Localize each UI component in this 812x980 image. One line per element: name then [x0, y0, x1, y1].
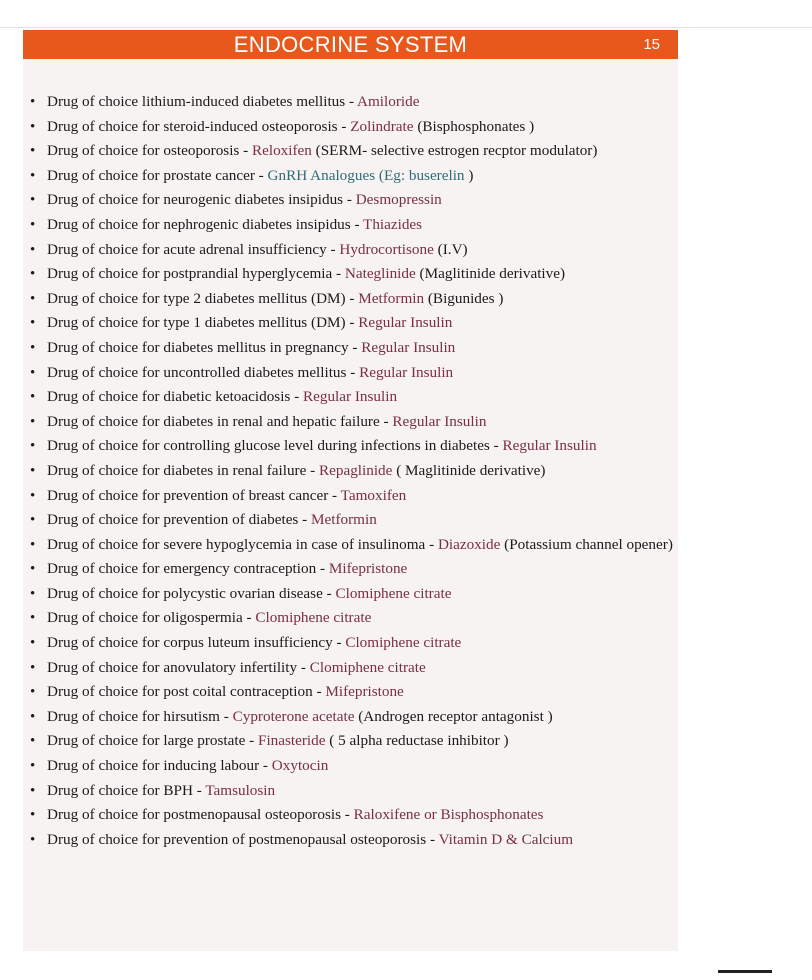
list-item: [23, 213, 678, 238]
list-item: [23, 828, 678, 853]
drug-name: Cyproterone acetate: [232, 707, 355, 725]
drug-name: Reloxifen: [251, 142, 312, 160]
top-divider: [0, 27, 812, 28]
item-text: Drug of choice for nephrogenic diabetes insipidus -: [47, 215, 364, 233]
list-item: [23, 705, 678, 730]
drug-name: Zolindrate: [350, 117, 414, 135]
item-text: Drug of choice for diabetes mellitus in pregnancy -: [47, 338, 362, 356]
list-item: [23, 385, 678, 410]
item-text: Drug of choice for neurogenic diabetes insipidus -: [47, 191, 356, 209]
bullet-icon: •: [30, 782, 36, 799]
bullet-icon: •: [30, 635, 36, 652]
drug-name: Oxytocin: [271, 757, 329, 775]
bullet-icon: •: [30, 585, 36, 602]
bullet-icon: •: [30, 610, 36, 627]
bullet-icon: •: [30, 118, 36, 135]
item-text: Drug of choice for prevention of postmenopausal osteoporosis -: [47, 830, 439, 848]
bullet-icon: •: [30, 364, 36, 381]
drug-note: (Androgen receptor antagonist ): [354, 707, 553, 725]
page-number: 15: [643, 36, 660, 53]
bullet-icon: •: [30, 389, 36, 406]
bullet-icon: •: [30, 807, 36, 824]
list-item: [23, 287, 678, 312]
item-text: Drug of choice for inducing labour -: [47, 757, 272, 775]
bullet-icon: •: [30, 512, 36, 529]
drug-name: Raloxifene or Bisphosphonates: [353, 806, 544, 824]
list-item: [23, 484, 678, 509]
section-header: [23, 30, 678, 59]
drug-name: Desmopressin: [355, 191, 442, 209]
bullet-icon: •: [30, 462, 36, 479]
drug-note: (Bigunides ): [424, 289, 504, 307]
bottom-indicator: [718, 970, 772, 973]
bullet-icon: •: [30, 536, 36, 553]
drug-name: Vitamin D & Calcium: [438, 830, 574, 848]
drug-note: ( Maglitinide derivative): [392, 461, 546, 479]
bullet-icon: •: [30, 487, 36, 504]
document-page: [23, 30, 678, 951]
drug-list: [23, 90, 678, 852]
list-item: [23, 311, 678, 336]
list-item: [23, 729, 678, 754]
drug-name: Clomiphene citrate: [309, 658, 426, 676]
item-text: Drug of choice for prevention of breast cancer -: [47, 486, 341, 504]
item-text: Drug of choice for postmenopausal osteoporosis -: [47, 806, 354, 824]
list-item: [23, 139, 678, 164]
drug-note: ( 5 alpha reductase inhibitor ): [325, 732, 509, 750]
bullet-icon: •: [30, 413, 36, 430]
item-text: Drug of choice lithium-induced diabetes mellitus -: [47, 93, 358, 110]
item-text: Drug of choice for emergency contraception -: [47, 560, 329, 578]
drug-name: Diazoxide: [437, 535, 501, 553]
list-item: [23, 459, 678, 484]
item-text: Drug of choice for prostate cancer -: [47, 166, 268, 184]
drug-note: (Potassium channel opener): [500, 535, 673, 553]
drug-name: Mifepristone: [325, 683, 404, 701]
list-item: [23, 361, 678, 386]
bullet-icon: •: [30, 438, 36, 455]
drug-name: Metformin: [358, 289, 425, 307]
bullet-icon: •: [30, 659, 36, 676]
item-text: Drug of choice for diabetic ketoacidosis -: [47, 388, 303, 406]
bullet-icon: •: [30, 167, 36, 184]
bullet-icon: •: [30, 684, 36, 701]
list-item: [23, 754, 678, 779]
drug-name: Regular Insulin: [361, 338, 456, 356]
drug-name: Clomiphene citrate: [255, 609, 372, 627]
bullet-icon: •: [30, 266, 36, 283]
bullet-icon: •: [30, 216, 36, 233]
item-text: Drug of choice for uncontrolled diabetes mellitus -: [47, 363, 360, 381]
item-text: Drug of choice for osteoporosis -: [47, 142, 252, 160]
list-item: [23, 631, 678, 656]
drug-name: Finasteride: [258, 732, 326, 750]
drug-name: Tamoxifen: [340, 486, 407, 504]
list-item: [23, 410, 678, 435]
drug-name: Mifepristone: [328, 560, 408, 578]
list-item: [23, 803, 678, 828]
bullet-icon: •: [30, 758, 36, 775]
drug-name: Regular Insulin: [359, 363, 454, 381]
list-item: [23, 164, 678, 189]
drug-name: Clomiphene citrate: [345, 634, 462, 652]
drug-name: Hydrocortisone: [339, 240, 434, 258]
item-text: Drug of choice for type 2 diabetes mellitus (DM) -: [47, 289, 359, 307]
list-item: [23, 115, 678, 140]
bullet-icon: •: [30, 831, 36, 848]
item-text: Drug of choice for hirsutism -: [47, 707, 233, 725]
bullet-icon: •: [30, 315, 36, 332]
bullet-icon: •: [30, 290, 36, 307]
item-text: Drug of choice for severe hypoglycemia in case of insulinoma -: [47, 535, 438, 553]
bullet-icon: •: [30, 94, 36, 110]
list-item: [23, 262, 678, 287]
item-text: Drug of choice for polycystic ovarian disease -: [47, 584, 336, 602]
item-text: Drug of choice for type 1 diabetes mellitus (DM) -: [47, 314, 359, 332]
drug-name: Regular Insulin: [392, 412, 487, 430]
bullet-icon: •: [30, 708, 36, 725]
list-item: [23, 508, 678, 533]
drug-note: ): [464, 166, 474, 184]
drug-name: Repaglinide: [319, 461, 393, 479]
item-text: Drug of choice for acute adrenal insufficiency -: [47, 240, 340, 258]
list-item: [23, 434, 678, 459]
list-item: [23, 779, 678, 804]
drug-note: (Maglitinide derivative): [415, 265, 566, 283]
list-item: [23, 557, 678, 582]
bullet-icon: •: [30, 143, 36, 160]
drug-name: Clomiphene citrate: [335, 584, 452, 602]
drug-name: Regular Insulin: [358, 314, 453, 332]
bullet-icon: •: [30, 561, 36, 578]
bullet-icon: •: [30, 192, 36, 209]
drug-note: (I.V): [433, 240, 468, 258]
bullet-icon: •: [30, 339, 36, 356]
item-text: Drug of choice for controlling glucose level during infections in diabetes -: [47, 437, 503, 455]
item-text: Drug of choice for corpus luteum insufficiency -: [47, 634, 346, 652]
list-item: [23, 188, 678, 213]
bullet-icon: •: [30, 733, 36, 750]
item-text: Drug of choice for diabetes in renal and hepatic failure -: [47, 412, 393, 430]
drug-note: (Bisphosphonates ): [413, 117, 535, 135]
drug-name: Tamsulosin: [205, 781, 276, 799]
section-title: ENDOCRINE SYSTEM: [233, 32, 468, 57]
list-item: [23, 533, 678, 558]
drug-name: Regular Insulin: [303, 388, 398, 406]
drug-name: GnRH Analogues (Eg: buserelin: [267, 166, 465, 184]
item-text: Drug of choice for steroid-induced osteoporosis -: [47, 117, 351, 135]
item-text: Drug of choice for diabetes in renal failure -: [47, 461, 319, 479]
drug-name: Metformin: [311, 511, 377, 529]
item-text: Drug of choice for postprandial hyperglycemia -: [47, 265, 345, 283]
list-item: [23, 336, 678, 361]
item-text: Drug of choice for oligospermia -: [47, 609, 256, 627]
item-text: Drug of choice for post coital contraception -: [47, 683, 326, 701]
list-item: [23, 606, 678, 631]
list-item: [23, 656, 678, 681]
drug-name: Amiloride: [357, 93, 420, 110]
drug-name: Nateglinide: [344, 265, 416, 283]
bullet-icon: •: [30, 241, 36, 258]
item-text: Drug of choice for prevention of diabetes -: [47, 511, 311, 529]
drug-note: (SERM- selective estrogen recptor modulator): [311, 142, 598, 160]
list-item: [23, 582, 678, 607]
item-text: Drug of choice for large prostate -: [47, 732, 258, 750]
list-item: [23, 90, 678, 115]
list-item: [23, 680, 678, 705]
drug-name: Regular Insulin: [502, 437, 597, 455]
list-item: [23, 238, 678, 263]
item-text: Drug of choice for BPH -: [47, 781, 206, 799]
item-text: Drug of choice for anovulatory infertility -: [47, 658, 310, 676]
drug-name: Thiazides: [363, 215, 423, 233]
